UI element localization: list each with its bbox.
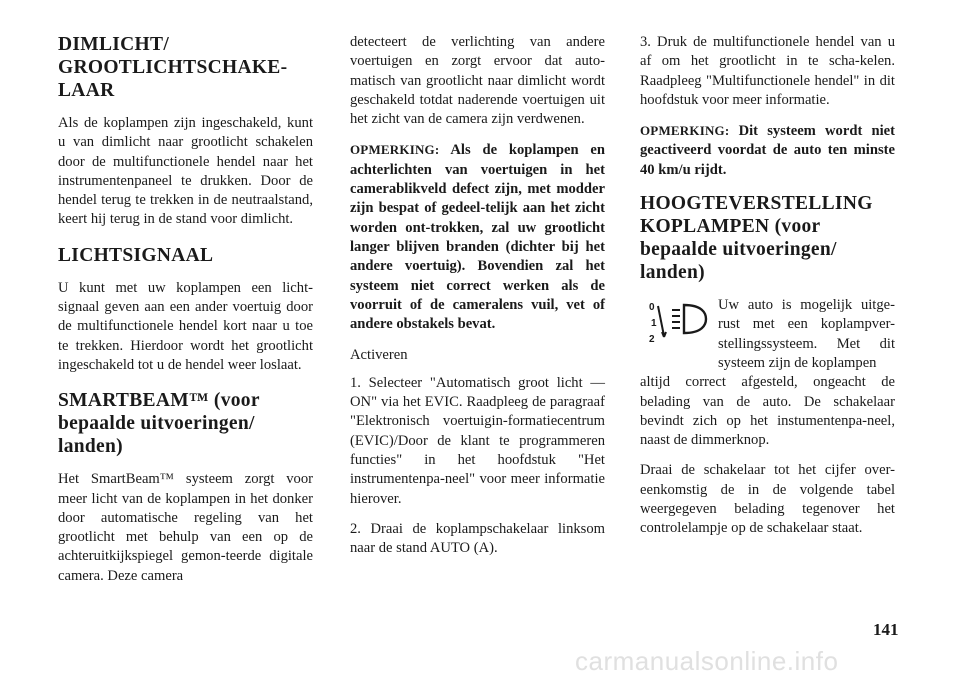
watermark: carmanualsonline.info (575, 646, 839, 676)
heading-smartbeam: SMARTBEAM™ (voor bepaalde uitvoeringen/ landen) (58, 390, 260, 458)
paragraph-lichtsignaal: U kunt met uw koplampen een licht-signaal geven aan een ander voertuig door de multifunctionele hendel kort naar u toe te trekken. Hierdoor wordt het grootlicht ingeschakeld tot u de hendel weer loslaat. (58, 279, 313, 373)
heading-hoogteverstelling: HOOGTEVERSTELLING KOPLAMPEN (voor bepaalde uitvoeringen/ landen) (640, 193, 873, 284)
note-text: Dit systeem wordt niet geactiveerd voordat de auto ten minste 40 km/u rijdt. (640, 123, 895, 178)
icon-label-2: 2 (649, 334, 655, 346)
icon-label-1: 1 (651, 318, 657, 330)
column-right (640, 33, 895, 550)
step-2: 2. Draai de koplampschakelaar linksom naar de stand AUTO (A). (350, 520, 605, 557)
subheading-activeren: Activeren (350, 347, 408, 364)
column-middle (350, 33, 605, 569)
paragraph-switch: Draai de schakelaar tot het cijfer over-eenkomstig de in de volgende tabel weergegeven belading tegenover het controlelampje op de schakelaar staat. (640, 462, 895, 537)
heading-dimlicht: DIMLICHT/ GROOTLICHTSCHAKE- LAAR (58, 34, 288, 101)
step-1: 1. Selecteer "Automatisch groot licht — ON" via het EVIC. Raadpleeg de paragraaf "Elektronisch voertuigin-formatiecentrum (EVIC)/Door de klant te programmeren functies" in het hoofdstuk "Het instrumentenpa-neel" voor meer informatie hierover. (350, 374, 605, 507)
paragraph-leveling-intro: Uw auto is mogelijk uitge-rust met een koplampver-stellingssysteem. Met dit systeem zijn de koplampen (718, 297, 895, 371)
note-speed (640, 121, 895, 180)
paragraph-smartbeam: Het SmartBeam™ systeem zorgt voor meer licht van de koplampen in het donker door automatische regeling van het grootlicht met behulp van een op de achteruitkijkspiegel gemon-teerde digitale camera. Deze camera (58, 471, 313, 584)
note-label: OPMERKING: (640, 123, 730, 139)
step-3: 3. Druk de multifunctionele hendel van u af om het grootlicht in te scha-kelen. Raadpleeg "Multifunctionele hendel" in dit hoofdstuk voor meer informatie. (640, 34, 895, 108)
heading-lichtsignaal: LICHTSIGNAAL (58, 244, 214, 266)
icon-label-0: 0 (649, 302, 655, 314)
paragraph-camera: detecteert de verlichting van andere voertuigen en zorgt ervoor dat auto-matisch van grootlicht naar dimlicht wordt geschakeld totdat naderende voertuigen uit het zicht van de camera zijn verdwenen. (350, 34, 605, 128)
note-text: Als de koplampen en achterlichten van voertuigen in het camerablikveld defect zijn, met modder zijn bespat of gedeel-telijk aan het zicht worden ont-trokken, zal uw grootlicht langer blijven branden (dichter bij het andere voertuig). Bovendien zal het systeem niet correct werken als de voorruit of de cameralens vuil, vet of andere obstakels bevat. (350, 142, 606, 333)
paragraph-leveling: altijd correct afgesteld, ongeacht de belading van de auto. De schakelaar bevindt zich op het instumentenpa-neel, naast de dimmerknop. (640, 374, 895, 449)
headlamp-leveling-icon (640, 296, 718, 366)
note-label: OPMERKING: (350, 142, 440, 158)
paragraph-dimlicht: Als de koplampen zijn ingeschakeld, kunt u van dimlicht naar grootlicht schakelen door de multifunctionele hendel naar het instrumentenpaneel te drukken. Door de hendel terug te trekken in de neutraalstand, keert hij terug in de stand voor dimlicht. (58, 115, 313, 228)
column-left (58, 33, 313, 597)
note-camera (350, 140, 605, 334)
icon-paragraph (640, 296, 895, 373)
page-number: 141 (873, 620, 899, 639)
